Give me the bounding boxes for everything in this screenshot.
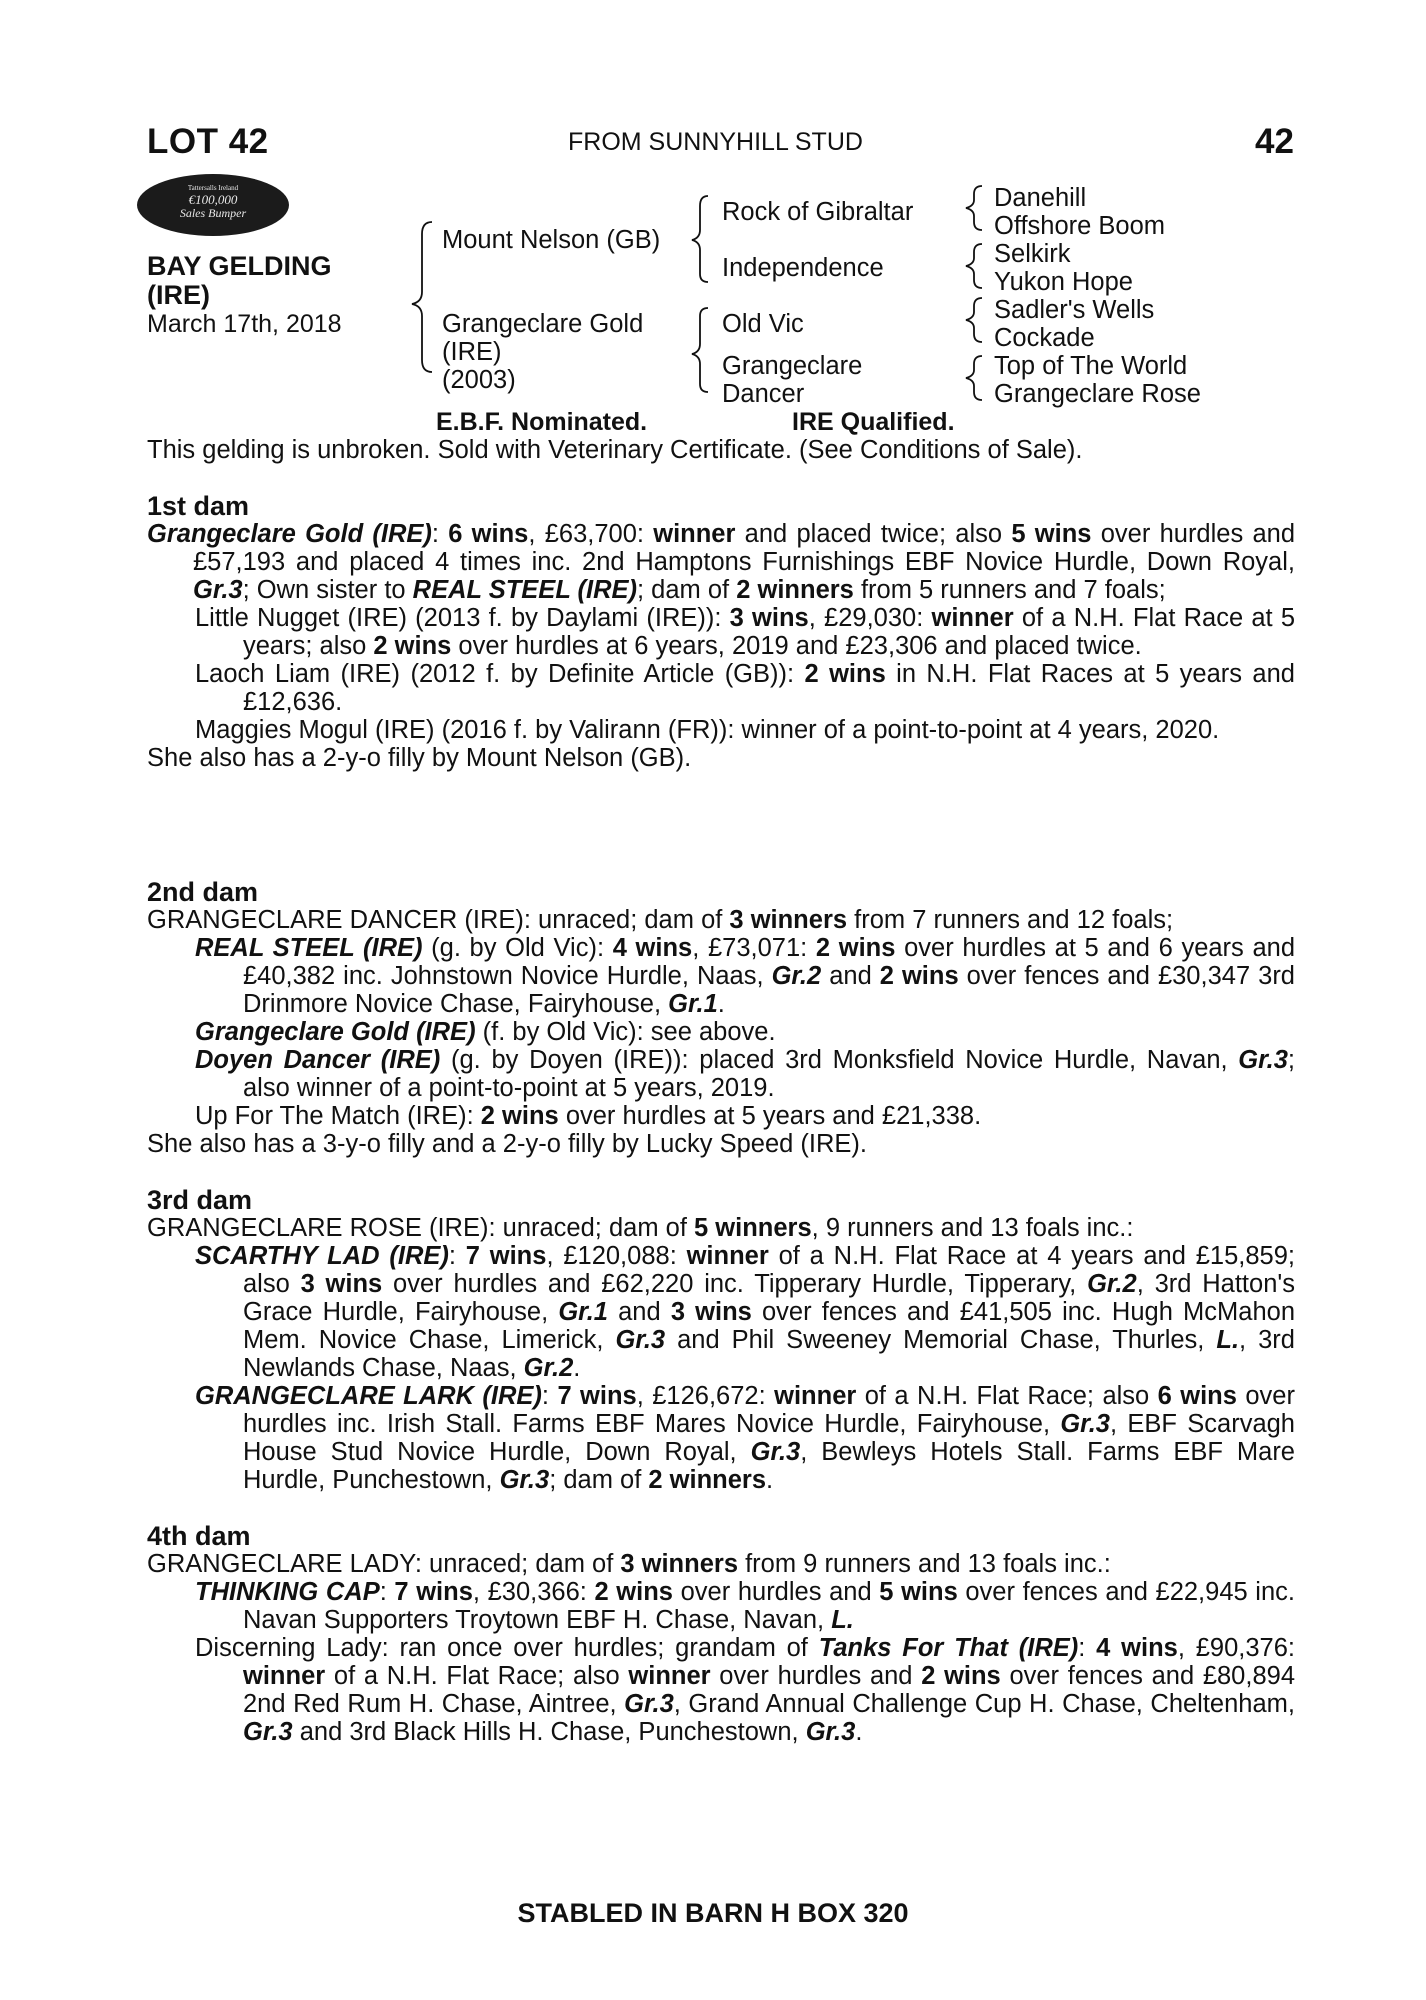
ped-sds: Selkirk — [994, 240, 1071, 268]
fourth-dam-heading: 4th dam — [147, 1521, 251, 1551]
date-of-birth: March 17th, 2018 — [147, 310, 342, 338]
second-dam-entry: GRANGECLARE DANCER (IRE): unraced; dam of 3 winners from 7 runners and 12 foals; — [147, 906, 1174, 934]
fourth-dam-section — [147, 1522, 1295, 1746]
ped-dsd: Cockade — [994, 324, 1095, 352]
dam-of-dam-line2: Dancer — [722, 380, 805, 408]
second-dam-note: She also has a 3-y-o filly and a 2-y-o filly by Lucky Speed (IRE). — [147, 1130, 867, 1158]
dam-of-sire: Independence — [722, 254, 884, 282]
consignor: FROM SUNNYHILL STUD — [568, 128, 863, 156]
logo-line3: Sales Bumper — [179, 206, 247, 220]
foal-up-for-the-match: Up For The Match (IRE): 2 wins over hurdles at 5 years and £21,338. — [195, 1102, 982, 1130]
third-dam-entry: GRANGECLARE ROSE (IRE): unraced; dam of 5 winners, 9 runners and 13 foals inc.: — [147, 1214, 1134, 1242]
third-dam-heading: 3rd dam — [147, 1185, 253, 1215]
horse-sex-line1: BAY GELDING — [147, 251, 332, 281]
pedigree-braces — [0, 0, 1426, 420]
fourth-dam-entry: GRANGECLARE LADY: unraced; dam of 3 winners from 9 runners and 13 foals inc.: — [147, 1550, 1111, 1578]
ped-dds: Top of The World — [994, 352, 1188, 380]
sire-of-dam: Old Vic — [722, 310, 804, 338]
ped-dss: Sadler's Wells — [994, 296, 1155, 324]
ebf-nominated: E.B.F. Nominated. — [436, 408, 648, 436]
second-dam-heading: 2nd dam — [147, 877, 259, 907]
sale-notes: This gelding is unbroken. Sold with Veterinary Certificate. (See Conditions of Sale). — [147, 436, 1083, 464]
dam-line2: (IRE) — [442, 338, 502, 366]
sire: Mount Nelson (GB) — [442, 226, 661, 254]
ire-qualified: IRE Qualified. — [792, 408, 955, 436]
stabling-info: STABLED IN BARN H BOX 320 — [517, 1898, 909, 1928]
logo-line2: €100,000 — [188, 192, 238, 207]
ped-ssd: Offshore Boom — [994, 212, 1166, 240]
dam — [442, 310, 643, 394]
logo-line1: Tattersalls Ireland — [187, 184, 239, 192]
ped-sss: Danehill — [994, 184, 1087, 212]
foal-thinking-cap: THINKING CAP: 7 wins, £30,366: 2 wins over hurdles and 5 wins over fences and £22,945 inc. Navan Supporters Troytown EBF H. Chase, Navan, L. — [195, 1578, 1295, 1634]
third-dam-section — [147, 1186, 1295, 1494]
foal-doyen-dancer: Doyen Dancer (IRE) (g. by Doyen (IRE)): placed 3rd Monksfield Novice Hurdle, Navan, Gr.3; also winner of a point-to-point at 5 years, 2019. — [195, 1046, 1295, 1102]
first-dam-entry: Grangeclare Gold (IRE): 6 wins, £63,700: winner and placed twice; also 5 wins over hurdles and £57,193 and placed 4 times inc. 2nd Hamptons Furnishings EBF Novice Hurdle, Down Royal, Gr.3; Own sister to REAL STEEL (IRE); dam of 2 winners from 5 runners and 7 foals; — [147, 520, 1296, 604]
second-dam-section — [147, 878, 1295, 1158]
foal-laoch-liam: Laoch Liam (IRE) (2012 f. by Definite Article (GB)): 2 wins in N.H. Flat Races at 5 years and £12,636. — [195, 660, 1295, 716]
lot-label: LOT 42 — [147, 122, 269, 161]
foal-discerning-lady: Discerning Lady: ran once over hurdles; grandam of Tanks For That (IRE): 4 wins, £90,376: winner of a N.H. Flat Race; also winner over hurdles and 2 wins over fences and £80,894 2nd Red Rum H. Chase, Aintree, Gr.3, Grand Annual Challenge Cup H. Chase, Cheltenham, Gr.3 and 3rd Black Hills H. Chase, Punchestown, Gr.3. — [195, 1634, 1295, 1746]
foal-grangeclare-lark: GRANGECLARE LARK (IRE): 7 wins, £126,672: winner of a N.H. Flat Race; also 6 wins over hurdles inc. Irish Stall. Farms EBF Mares Novice Hurdle, Fairyhouse, Gr.3, EBF Scarvagh House Stud Novice Hurdle, Down Royal, Gr.3, Bewleys Hotels Stall. Farms EBF Mare Hurdle, Punchestown, Gr.3; dam of 2 winners. — [195, 1382, 1295, 1494]
foal-little-nugget: Little Nugget (IRE) (2013 f. by Daylami (IRE)): 3 wins, £29,030: winner of a N.H. Flat Race at 5 years; also 2 wins over hurdles at 6 years, 2019 and £23,306 and placed twice. — [195, 604, 1295, 660]
dam-line3: (2003) — [442, 366, 516, 394]
sire-of-sire: Rock of Gibraltar — [722, 198, 914, 226]
first-dam-note: She also has a 2-y-o filly by Mount Nelson (GB). — [147, 744, 692, 772]
foal-real-steel: REAL STEEL (IRE) (g. by Old Vic): 4 wins, £73,071: 2 wins over hurdles at 5 and 6 years and £40,382 inc. Johnstown Novice Hurdle, Naas, Gr.2 and 2 wins over fences and £30,347 3rd Drinmore Novice Chase, Fairyhouse, Gr.1. — [195, 934, 1296, 1018]
first-dam-section — [147, 492, 1295, 772]
lot-number: 42 — [1255, 122, 1294, 161]
ped-sdd: Yukon Hope — [994, 268, 1133, 296]
dam-of-dam — [722, 352, 862, 408]
first-dam-heading: 1st dam — [147, 491, 250, 521]
ped-ddd: Grangeclare Rose — [994, 380, 1201, 408]
foal-maggies-mogul: Maggies Mogul (IRE) (2016 f. by Valirann (FR)): winner of a point-to-point at 4 years, 2020. — [195, 716, 1220, 744]
dam-of-dam-line1: Grangeclare — [722, 352, 863, 380]
foal-grangeclare-gold: Grangeclare Gold (IRE) (f. by Old Vic): see above. — [195, 1018, 776, 1046]
horse-sex-line2: (IRE) — [147, 280, 210, 310]
dam-line1: Grangeclare Gold — [442, 310, 644, 338]
foal-scarthy-lad: SCARTHY LAD (IRE): 7 wins, £120,088: winner of a N.H. Flat Race at 4 years and £15,859; also 3 wins over hurdles and £62,220 inc. Tipperary Hurdle, Tipperary, Gr.2, 3rd Hatton's Grace Hurdle, Fairyhouse, Gr.1 and 3 wins over fences and £41,505 inc. Hugh McMahon Mem. Novice Chase, Limerick, Gr.3 and Phil Sweeney Memorial Chase, Thurles, L., 3rd Newlands Chase, Naas, Gr.2. — [195, 1242, 1295, 1382]
